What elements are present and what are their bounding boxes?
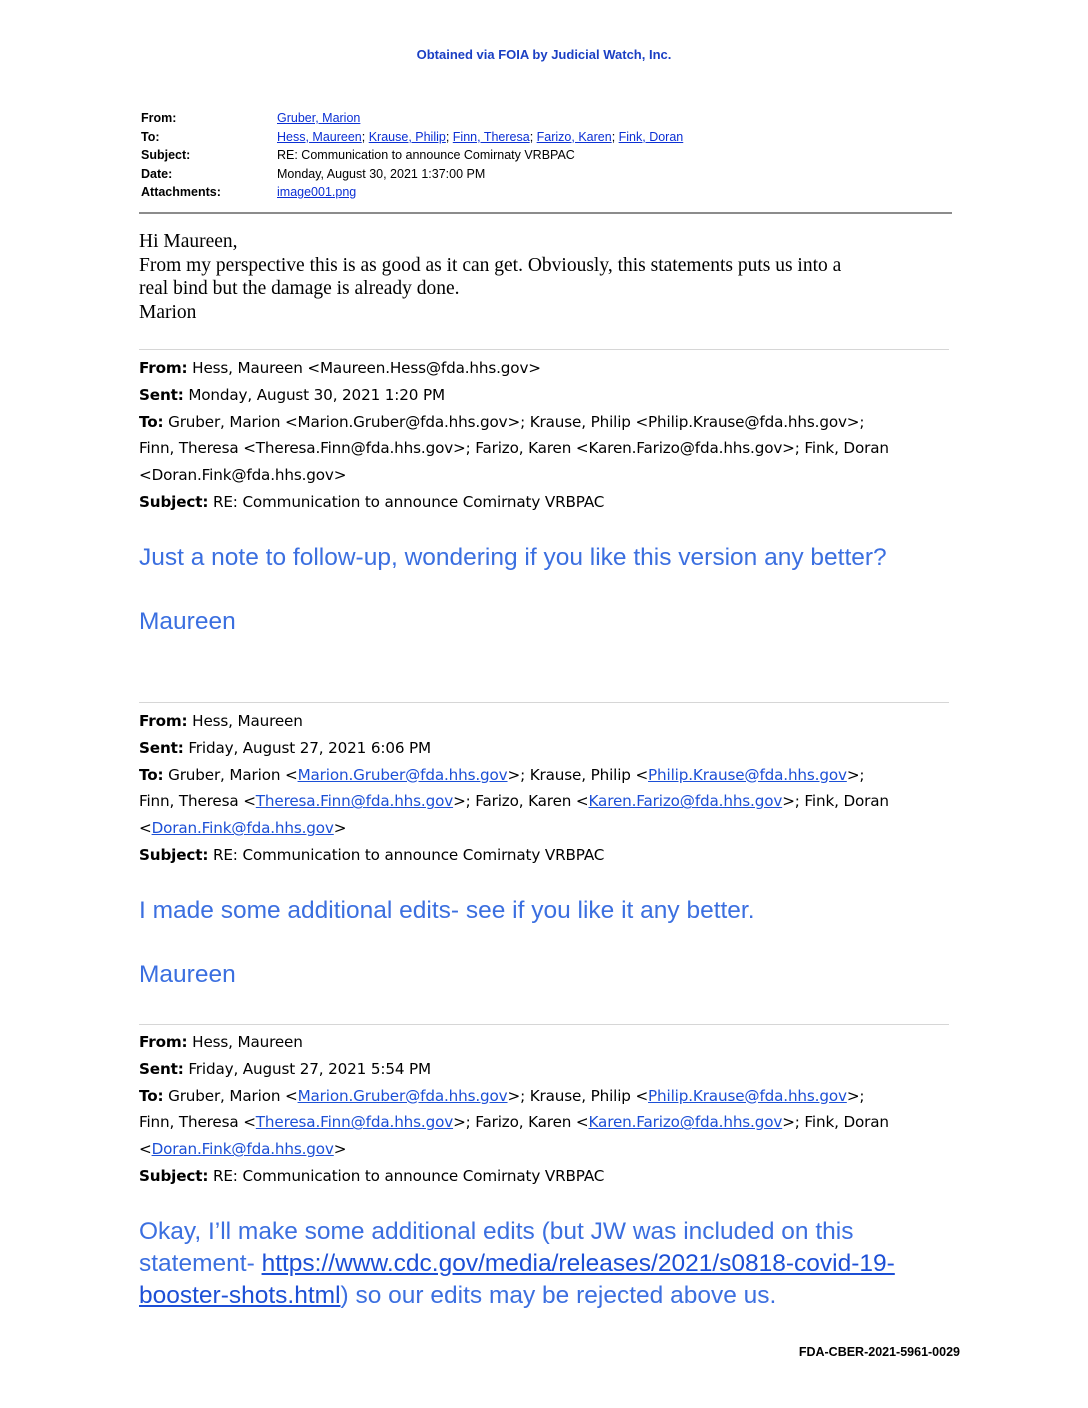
header-divider	[139, 212, 952, 214]
email-link[interactable]: Doran.Fink@fda.hhs.gov	[151, 819, 334, 838]
from-value: Hess, Maureen	[192, 712, 303, 730]
message-subject-line	[139, 842, 949, 869]
header-attachments-row	[141, 183, 683, 202]
message-divider	[139, 1024, 949, 1025]
recipient-name: >; Krause, Philip <	[507, 765, 649, 784]
subject-label: Subject:	[139, 492, 209, 511]
header-to-recipient[interactable]: Krause, Philip	[368, 129, 446, 144]
body-text: ) so our edits may be rejected above us.	[340, 1282, 777, 1309]
message-to-line	[139, 1109, 949, 1136]
email-link[interactable]: Philip.Krause@fda.hhs.gov	[648, 765, 847, 784]
email-link[interactable]: Doran.Fink@fda.hhs.gov	[151, 1140, 334, 1159]
email-link[interactable]: Theresa.Finn@fda.hhs.gov	[255, 1113, 454, 1132]
header-date-value: Monday, August 30, 2021 1:37:00 PM	[277, 166, 486, 181]
header-from-link[interactable]: Gruber, Marion	[277, 111, 361, 125]
reply-greeting: Hi Maureen,	[139, 231, 238, 252]
message-from-line	[139, 1029, 949, 1056]
recipient-name: >; Fink, Doran	[782, 792, 889, 811]
recipient-name: >; Krause, Philip <	[507, 1086, 649, 1105]
reply-body	[139, 230, 939, 324]
message-sent-line	[139, 1056, 949, 1083]
email-link[interactable]: Philip.Krause@fda.hhs.gov	[648, 1086, 847, 1105]
body-text: statement-	[139, 1250, 262, 1277]
foia-watermark: Obtained via FOIA by Judicial Watch, Inc.	[416, 47, 672, 62]
message-to-line: <Doran.Fink@fda.hhs.gov>	[139, 466, 347, 485]
subject-value: RE: Communication to announce Comirnaty VRBPAC	[212, 1166, 605, 1185]
message-1-signoff: Maureen	[139, 608, 236, 635]
recipient-name: >; Fink, Doran	[782, 1113, 889, 1132]
body-line: Okay, I’ll make some additional edits (but JW was included on this	[139, 1218, 854, 1245]
message-subject-line	[139, 1163, 949, 1190]
header-to-list: Hess, Maureen; Krause, Philip; Finn, Theresa; Farizo, Karen; Fink, Doran	[277, 129, 684, 144]
subject-label: Subject:	[139, 1166, 209, 1185]
email-link[interactable]: Karen.Farizo@fda.hhs.gov	[588, 1113, 783, 1132]
header-subject-value: RE: Communication to announce Comirnaty VRBPAC	[277, 148, 575, 162]
header-to-label: To:	[141, 129, 160, 144]
message-from-line	[139, 355, 949, 382]
header-attachments-label: Attachments:	[141, 185, 221, 199]
recipient-name: >; Farizo, Karen <	[453, 792, 589, 811]
subject-label: Subject:	[139, 845, 209, 864]
recipient-name: Gruber, Marion <	[168, 1086, 298, 1105]
separator: >	[333, 819, 347, 838]
message-to-line	[139, 1136, 949, 1163]
separator: >	[333, 1140, 347, 1159]
from-label: From:	[139, 1033, 188, 1051]
separator: >;	[846, 1086, 865, 1105]
reply-line: From my perspective this is as good as it can get. Obviously, this statements puts us into a	[139, 254, 842, 276]
message-to-line: Finn, Theresa <Theresa.Finn@fda.hhs.gov>; Farizo, Karen <Karen.Farizo@fda.hhs.gov>; Fink, Doran	[139, 439, 889, 458]
message-to-line	[139, 788, 949, 815]
to-label: To:	[139, 765, 164, 784]
message-3-body	[139, 1216, 939, 1312]
message-sent-line	[139, 735, 949, 762]
body-line	[139, 1280, 939, 1312]
message-sent-line	[139, 382, 949, 409]
sent-value: Monday, August 30, 2021 1:20 PM	[188, 385, 445, 404]
sent-label: Sent:	[139, 385, 184, 404]
attachment-link[interactable]: image001.png	[277, 185, 357, 199]
from-value: Hess, Maureen	[192, 1033, 303, 1051]
email-header	[141, 109, 683, 202]
recipient-name: >; Farizo, Karen <	[453, 1113, 589, 1132]
recipient-name: Finn, Theresa <	[139, 1113, 256, 1132]
header-to-row	[141, 128, 683, 147]
document-id: FDA-CBER-2021-5961-0029	[798, 1345, 960, 1359]
email-link[interactable]: Marion.Gruber@fda.hhs.gov	[297, 765, 508, 784]
from-label: From:	[139, 712, 188, 730]
message-1-meta	[139, 355, 949, 516]
email-link[interactable]: Marion.Gruber@fda.hhs.gov	[297, 1086, 508, 1105]
subject-value: RE: Communication to announce Comirnaty VRBPAC	[212, 492, 605, 511]
message-to-line	[139, 409, 949, 436]
to-label: To:	[139, 1086, 164, 1105]
header-date-label: Date:	[141, 166, 173, 181]
header-from-label: From:	[141, 111, 177, 125]
recipient-name: Finn, Theresa <	[139, 792, 256, 811]
cdc-link[interactable]: https://www.cdc.gov/media/releases/2021/s0818-covid-19-	[261, 1250, 895, 1277]
message-divider	[139, 702, 949, 703]
message-1-body: Just a note to follow-up, wondering if you like this version any better?	[139, 544, 887, 571]
header-to-recipient[interactable]: Finn, Theresa	[452, 129, 530, 144]
sent-value: Friday, August 27, 2021 5:54 PM	[188, 1059, 431, 1078]
sent-label: Sent:	[139, 738, 184, 757]
email-link[interactable]: Karen.Farizo@fda.hhs.gov	[588, 792, 783, 811]
message-2-signoff: Maureen	[139, 961, 236, 988]
from-value: Hess, Maureen <Maureen.Hess@fda.hhs.gov>	[192, 359, 541, 377]
message-2-meta	[139, 708, 949, 869]
message-3-meta	[139, 1029, 949, 1190]
separator: <	[139, 819, 152, 838]
message-to-line	[139, 762, 949, 789]
cdc-link[interactable]: booster-shots.html	[139, 1282, 341, 1309]
header-date-row	[141, 165, 683, 184]
message-to-line	[139, 815, 949, 842]
message-to-line	[139, 1083, 949, 1110]
message-from-line	[139, 708, 949, 735]
header-to-recipient[interactable]: Farizo, Karen	[536, 129, 612, 144]
from-label: From:	[139, 359, 188, 377]
subject-value: RE: Communication to announce Comirnaty VRBPAC	[212, 845, 605, 864]
sent-label: Sent:	[139, 1059, 184, 1078]
to-label: To:	[139, 412, 164, 431]
body-line	[139, 1248, 939, 1280]
separator: >;	[846, 765, 865, 784]
sent-value: Friday, August 27, 2021 6:06 PM	[188, 738, 431, 757]
header-from-row	[141, 109, 683, 128]
reply-signoff: Marion	[139, 301, 197, 323]
header-subject-row	[141, 146, 683, 165]
email-link[interactable]: Theresa.Finn@fda.hhs.gov	[255, 792, 454, 811]
recipient-name: Gruber, Marion <	[168, 765, 298, 784]
message-divider	[139, 349, 949, 350]
header-subject-label: Subject:	[141, 148, 191, 162]
header-to-recipient[interactable]: Hess, Maureen	[277, 129, 362, 144]
message-2-body: I made some additional edits- see if you like it any better.	[139, 897, 755, 924]
header-to-recipient[interactable]: Fink, Doran	[618, 129, 684, 144]
message-subject-line	[139, 489, 949, 516]
reply-line: real bind but the damage is already done.	[139, 278, 460, 300]
separator: <	[139, 1140, 152, 1159]
to-value: Gruber, Marion <Marion.Gruber@fda.hhs.gov>; Krause, Philip <Philip.Krause@fda.hhs.gov>;	[168, 412, 865, 431]
